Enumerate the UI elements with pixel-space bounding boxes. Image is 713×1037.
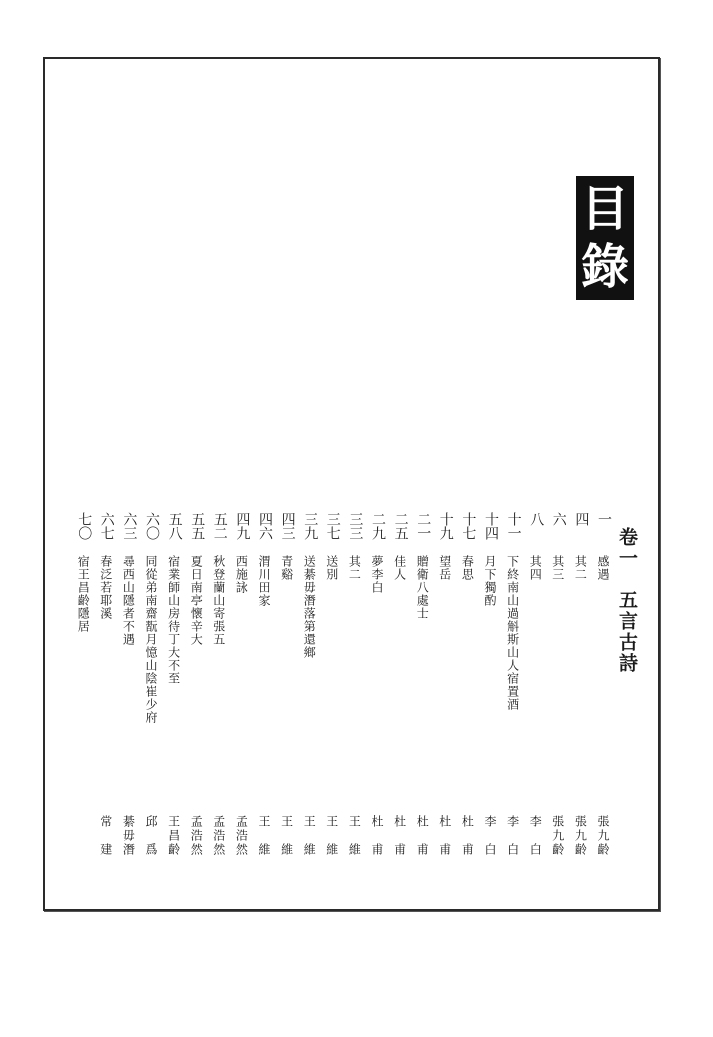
toc-author: 邱 爲 [144,815,158,857]
toc-poem-title: 宿王昌齡隱居 [76,555,91,633]
toc-author: 王 維 [279,815,294,857]
toc-page-number: 六〇 [144,512,160,540]
toc-author: 杜 甫 [460,815,475,857]
toc-poem-title: 宿業師山房待丁大不至 [166,555,181,685]
toc-author: 張九齡 [573,815,588,857]
toc-page-number: 四三 [279,512,296,540]
toc-page-number: 十九 [437,512,454,540]
toc-poem-title: 西施詠 [234,555,249,594]
toc-page-number: 二九 [370,512,386,540]
volume-title: 卷一 五言古詩 [616,527,638,674]
toc-author: 張九齡 [596,815,610,857]
toc-poem-title: 尋西山隱者不遇 [121,555,136,646]
toc-poem-title: 春泛若耶溪 [98,555,113,620]
toc-poem-title: 春思 [460,555,475,581]
toc-poem-title: 青谿 [279,555,294,581]
toc-page-number: 四六 [257,512,273,540]
toc-poem-title: 送別 [324,555,339,581]
toc-poem-title: 望岳 [437,555,452,581]
toc-author: 王 維 [302,815,317,857]
toc-page-number: 六七 [98,512,115,540]
toc-page-number: 二一 [415,512,432,540]
toc-page-number: 三三 [347,512,364,540]
toc-poem-title: 夏日南亭懷辛大 [189,555,204,646]
toc-poem-title: 其四 [528,555,543,581]
toc-poem-title: 其三 [550,555,565,581]
toc-author: 李 白 [528,815,543,857]
toc-author: 王 維 [347,815,362,857]
toc-author: 綦毋潛 [121,815,136,857]
toc-page-number: 五五 [189,512,206,540]
toc-page-number: 十四 [483,512,499,540]
toc-author: 杜 甫 [415,815,430,857]
toc-page-number: 十七 [460,512,477,540]
toc-poem-title: 渭川田家 [257,555,271,607]
toc-author: 王 維 [324,815,339,857]
toc-poem-title: 同從弟南齋翫月憶山陰崔少府 [144,555,158,724]
toc-page-number: 六三 [121,512,138,540]
toc-author: 常 建 [98,815,113,857]
toc-poem-title: 贈衛八處士 [415,555,430,620]
toc-poem-title: 感遇 [596,555,610,581]
toc-author: 杜 甫 [437,815,452,857]
toc-page-number: 三九 [302,512,319,540]
toc-page-number: 七〇 [76,512,93,540]
toc-poem-title: 秋登蘭山寄張五 [211,555,226,646]
toc-author: 杜 甫 [392,815,407,857]
toc-page-number: 一 [596,512,612,526]
toc-page-number: 五八 [166,512,183,540]
toc-poem-title: 其二 [347,555,362,581]
toc-poem-title: 送綦毋潛落第還鄉 [302,555,317,659]
toc-author: 孟浩然 [189,815,204,857]
toc-page-number: 十一 [505,512,522,540]
toc-author: 孟浩然 [211,815,226,857]
heading-char-1: 目 [580,181,629,237]
toc-page-number: 四 [573,512,590,526]
toc-page-number: 三七 [324,512,341,540]
toc-page-number: 二五 [392,512,409,540]
toc-page-number: 五二 [211,512,228,540]
toc-poem-title: 其二 [573,555,588,581]
toc-page-number: 八 [528,512,545,526]
toc-page-number: 四九 [234,512,251,540]
toc-author: 杜 甫 [370,815,384,857]
toc-poem-title: 月下獨酌 [483,555,497,607]
page-border [43,57,660,911]
toc-poem-title: 佳人 [392,555,407,581]
toc-poem-title: 下終南山過斛斯山人宿置酒 [505,555,520,711]
contents-heading [576,176,634,300]
toc-author: 孟浩然 [234,815,249,857]
toc-author: 王 維 [257,815,271,857]
toc-page-number: 六 [550,512,567,526]
toc-author: 李 白 [483,815,497,857]
toc-author: 王昌齡 [166,815,181,857]
toc-poem-title: 夢李白 [370,555,384,594]
heading-char-2: 錄 [580,239,629,295]
toc-author: 李 白 [505,815,520,857]
toc-author: 張九齡 [550,815,565,857]
